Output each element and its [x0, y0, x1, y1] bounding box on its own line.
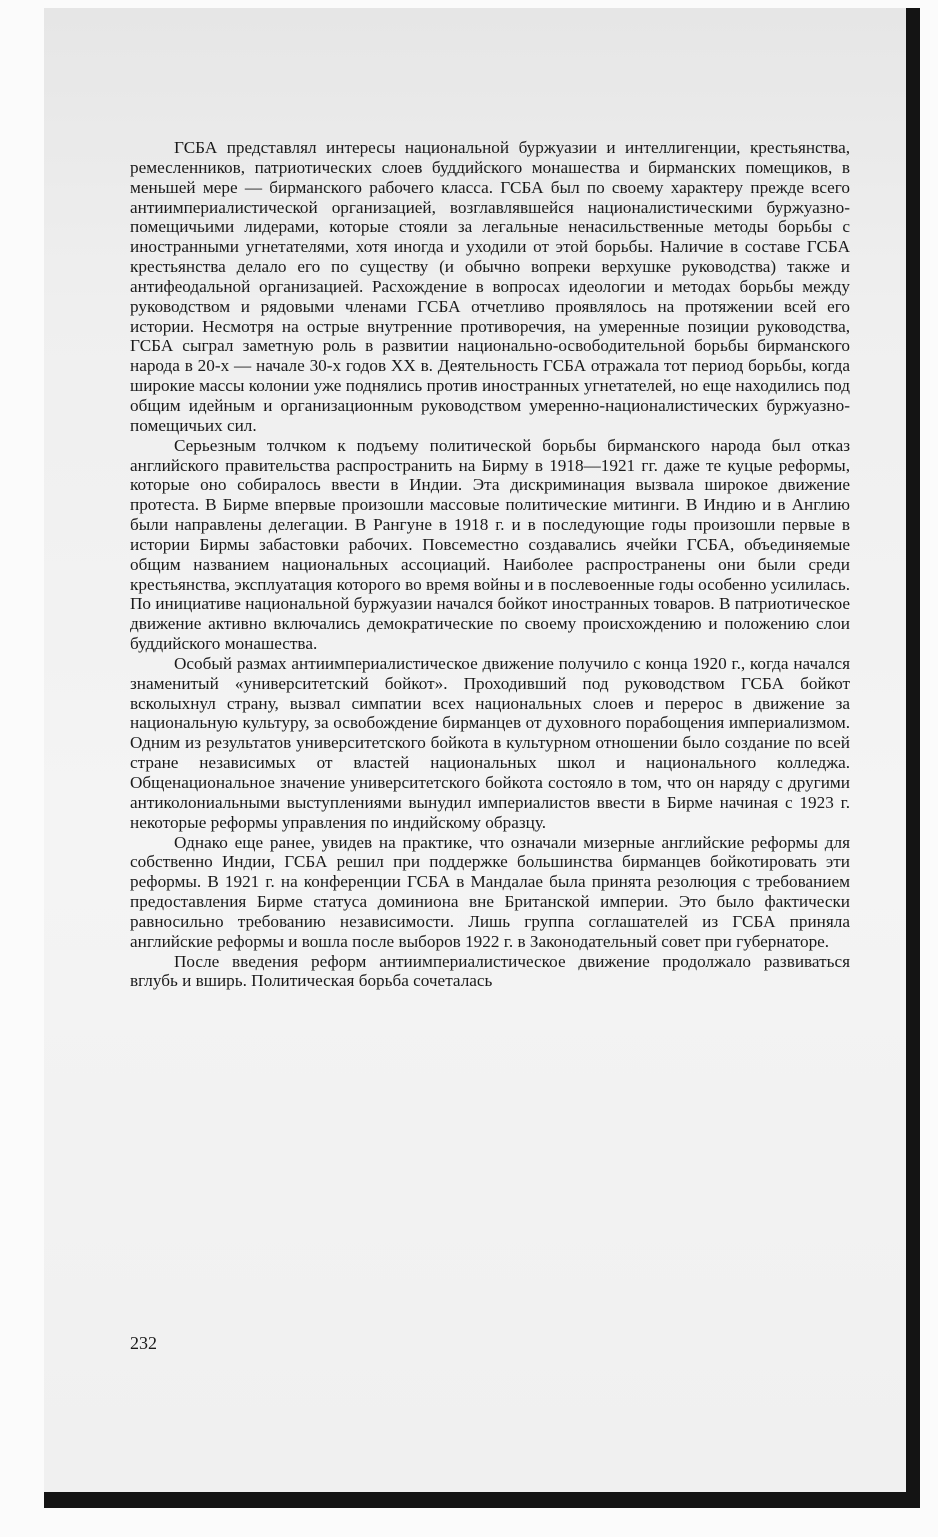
paragraph-gsba-interests: ГСБА представлял интересы национальной буржуазии и интеллигенции, крестьянства, ремесленников, патриотических слоев буддийского монашества и бирманских помещиков, в меньшей мере — бирманского рабочего класса. ГСБА был по своему характеру прежде всего антиимпериалистической организацией, возглавлявшейся националистическими буржуазно-помещичьими лидерами, которые стояли за легальные ненасильственные методы борьбы с иностранными угнетателями, хотя иногда и уходили от этой борьбы. Наличие в составе ГСБА крестьянства делало его по существу (и обычно вопреки верхушке руководства) также и антифеодальной организацией. Расхождение в вопросах идеологии и методах борьбы между руководством и рядовыми членами ГСБА отчетливо проявлялось на протяжении всей его истории. Несмотря на острые внутренние противоречия, на умеренные позиции руководства, ГСБА сыграл заметную роль в развитии национально-освободительной борьбы бирманского народа в 20-х — начале 30-х годов XX в. Деятельность ГСБА отражала тот период борьбы, когда широкие массы колонии уже поднялись против иностранных угнетателей, но еще находились под общим идейным и организационным руководством умеренно-националистических буржуазно-помещичьих сил.: [130, 138, 850, 435]
paragraph-university-boycott: Особый размах антиимпериалистическое движение получило с конца 1920 г., когда начался знаменитый «университетский бойкот». Проходивший под руководством ГСБА бойкот всколыхнул страну, вызвал симпатии всех национальных слоев и перерос в движение за национальную культуру, за освобождение бирманцев от духовного порабощения империализмом. Одним из результатов университетского бойкота в культурном отношении было создание по всей стране независимых от властей национальных школ и национального колледжа. Общенациональное значение университетского бойкота состояло в том, что он наряду с другими антиколониальными выступлениями вынудил империалистов ввести в Бирме начиная с 1923 г. некоторые реформы управления по индийскому образцу.: [130, 653, 850, 832]
paragraph-reform-refusal: Серьезным толчком к подъему политической борьбы бирманского народа был отказ английского правительства распространить на Бирму в 1918—1921 гг. даже те куцые реформы, которые оно собиралось ввести в Индии. Эта дискриминация вызвала широкое движение протеста. В Бирме впервые произошли массовые политические митинги. В Индию и в Англию были направлены делегации. В Рангуне в 1918 г. и в последующие годы произошли первые в истории Бирмы забастовки рабочих. Повсеместно создавались ячейки ГСБА, объединяемые общим названием национальных ассоциаций. Наиболее распространены они были среди крестьянства, эксплуатация которого во время войны и в послевоенные годы особенно усилилась. По инициативе национальной буржуазии начался бойкот иностранных товаров. В патриотическое движение активно включались демократические по своему происхождению и положению слои буддийского монашества.: [130, 435, 850, 654]
paragraph-after-reforms: После введения реформ антиимпериалистическое движение продолжало развиваться вглубь и вширь. Политическая борьба сочеталась: [130, 951, 850, 991]
body-text: [130, 138, 850, 991]
page-number: 232: [130, 1333, 157, 1353]
paragraph-boycott-of-reforms: Однако еще ранее, увидев на практике, что означали мизерные английские реформы для собственно Индии, ГСБА решил при поддержке большинства бирманцев бойкотировать эти реформы. В 1921 г. на конференции ГСБА в Мандалае была принята резолюция с требованием предоставления Бирме статуса доминиона вне Британской империи. Это было фактически равносильно требованию независимости. Лишь группа соглашателей из ГСБА приняла английские реформы и вошла после выборов 1922 г. в Законодательный совет при губернаторе.: [130, 832, 850, 951]
